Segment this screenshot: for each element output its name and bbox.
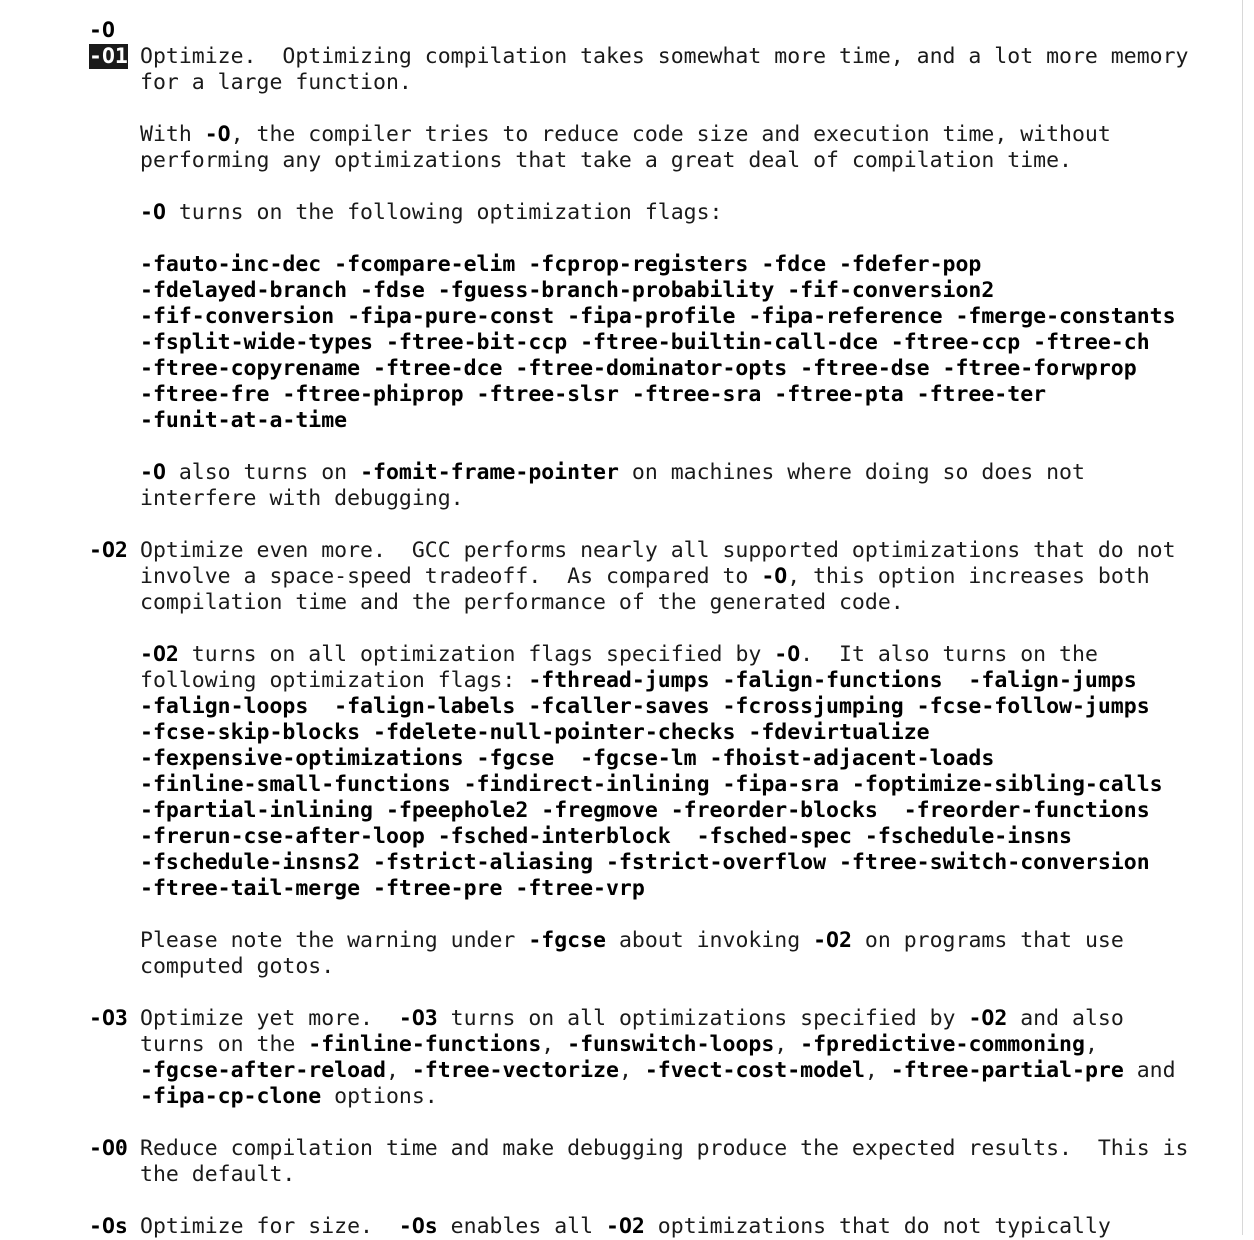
option-o0: -O0 [89,1136,128,1161]
o-flags-line: -ftree-fre -ftree-phiprop -ftree-slsr -ftree-sra -ftree-pta -ftree-ter [140,382,1047,407]
o2-flags-line: -fpartial-inlining -fpeephole2 -fregmove -freorder-blocks -freorder-functions [140,798,1150,823]
os-description-line: Optimize for size. -Os enables all -O2 optimizations that do not typically [140,1214,1111,1239]
o3-description-line: -fgcse-after-reload, -ftree-vectorize, -fvect-cost-model, -ftree-partial-pre and [140,1058,1176,1083]
o1-description-line: for a large function. [140,70,412,95]
o2-note-text-line2: computed gotos. [140,954,335,979]
option-o1[interactable] [89,44,128,70]
o2-flags-line: -fschedule-insns2 -fstrict-aliasing -fstrict-overflow -ftree-switch-conversion [140,850,1150,875]
with-o-paragraph: With -O, the compiler tries to reduce code size and execution time, without [140,122,1111,147]
o2-flags-line: -fexpensive-optimizations -fgcse -fgcse-lm -fhoist-adjacent-loads [140,746,995,771]
o2-flags-line: -fcse-skip-blocks -fdelete-null-pointer-checks -fdevirtualize [140,720,930,745]
o0-description-line: the default. [140,1162,296,1187]
o-flags-line: -fauto-inc-dec -fcompare-elim -fcprop-registers -fdce -fdefer-pop [140,252,982,277]
o-flags-line: -ftree-copyrename -ftree-dce -ftree-dominator-opts -ftree-dse -ftree-forwprop [140,356,1137,381]
o2-description-line: involve a space-speed tradeoff. As compared to -O, this option increases both [140,564,1150,589]
o-turns-on-text: -O turns on the following optimization flags: [140,200,723,225]
o3-description-line: Optimize yet more. -O3 turns on all optimizations specified by -O2 and also [140,1006,1124,1031]
o2-note-text: Please note the warning under -fgcse about invoking -O2 on programs that use [140,928,1124,953]
o-flags-line: -funit-at-a-time [140,408,348,433]
option-o3: -O3 [89,1006,128,1031]
o2-turns-on-text-line2: following optimization flags: -fthread-jumps -falign-functions -falign-jumps [140,668,1137,693]
window-edge [1242,0,1243,1235]
o-also-text: -O also turns on -fomit-frame-pointer on machines where doing so does not [140,460,1085,485]
o3-description-line: -fipa-cp-clone options. [140,1084,438,1109]
o3-description-line: turns on the -finline-functions, -funswitch-loops, -fpredictive-commoning, [140,1032,1098,1057]
option-o2: -O2 [89,538,128,563]
o2-flags-line: -ftree-tail-merge -ftree-pre -ftree-vrp [140,876,645,901]
option-o: -O [89,18,115,43]
o2-turns-on-text: -O2 turns on all optimization flags specified by -O. It also turns on the [140,642,1098,667]
option-os: -Os [89,1214,128,1239]
o2-flags-line: -frerun-cse-after-loop -fsched-interblock -fsched-spec -fschedule-insns [140,824,1072,849]
o-flags-line: -fif-conversion -fipa-pure-const -fipa-profile -fipa-reference -fmerge-constants [140,304,1176,329]
with-o-paragraph-line2: performing any optimizations that take a great deal of compilation time. [140,148,1072,173]
o2-flags-line: -falign-loops -falign-labels -fcaller-saves -fcrossjumping -fcse-follow-jumps [140,694,1150,719]
o-also-text-line2: interfere with debugging. [140,486,464,511]
o0-description-line: Reduce compilation time and make debugging produce the expected results. This is [140,1136,1189,1161]
o1-description-line: Optimize. Optimizing compilation takes somewhat more time, and a lot more memory [140,44,1189,69]
o-flags-line: -fsplit-wide-types -ftree-bit-ccp -ftree-builtin-call-dce -ftree-ccp -ftree-ch [140,330,1150,355]
o2-description-line: compilation time and the performance of the generated code. [140,590,904,615]
o2-description-line: Optimize even more. GCC performs nearly all supported optimizations that do not [140,538,1176,563]
o-flags-line: -fdelayed-branch -fdse -fguess-branch-probability -fif-conversion2 [140,278,995,303]
search-highlight: -O1 [89,44,128,69]
o2-flags-line: -finline-small-functions -findirect-inlining -fipa-sra -foptimize-sibling-calls [140,772,1163,797]
